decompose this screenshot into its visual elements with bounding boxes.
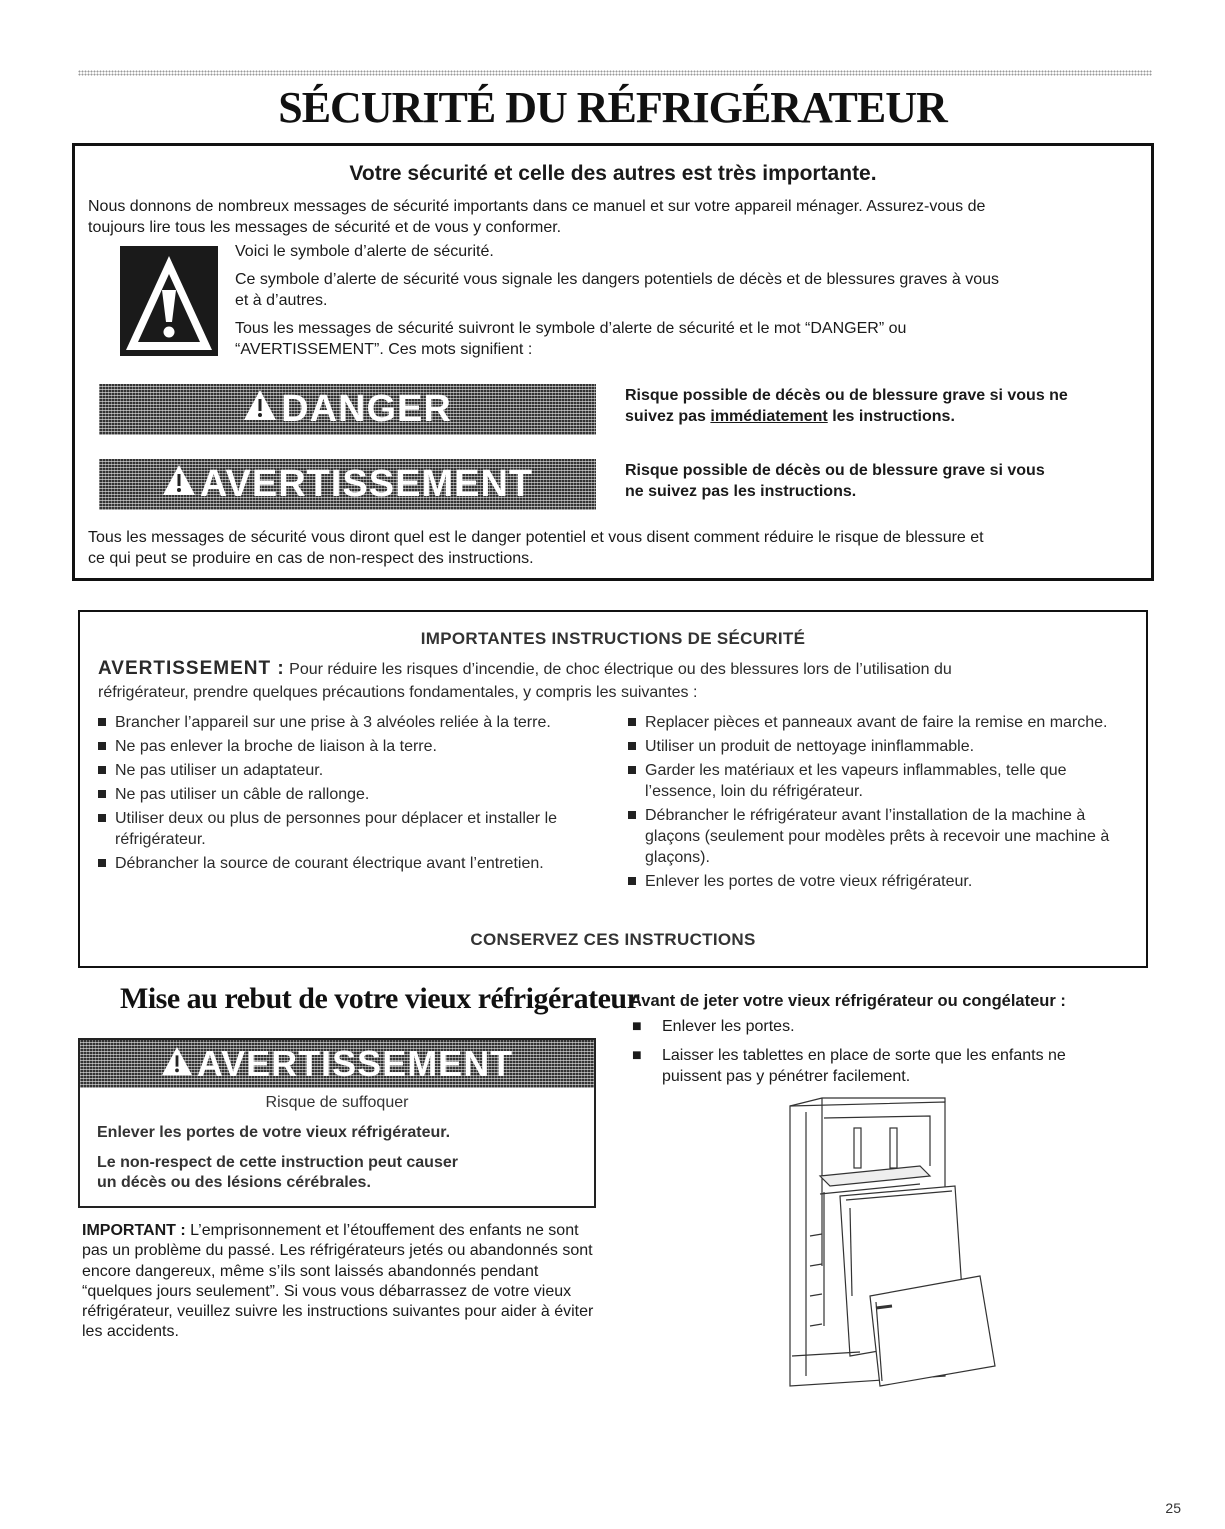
- list-item: Utiliser deux ou plus de personnes pour déplacer et installer le réfrigérateur.: [98, 808, 608, 850]
- before-disposal-list: [630, 1016, 1100, 1087]
- list-item: Débrancher la source de courant électrique avant l’entretien.: [98, 853, 608, 874]
- safety-footer-1: Tous les messages de sécurité vous diront quel est le danger potentiel et vous disent comment réduire le risque de blessure et: [88, 529, 984, 546]
- hazard-instruction: Enlever les portes de votre vieux réfrigérateur.: [97, 1124, 451, 1141]
- warning-desc-2: ne suivez pas les instructions.: [625, 483, 857, 500]
- bullet-icon: [98, 742, 106, 750]
- important-instructions-box: [78, 610, 1148, 968]
- top-dotted-rule: [78, 70, 1152, 76]
- list-item: ■ Enlever les portes.: [632, 1018, 795, 1035]
- symbol-desc-2: et à d’autres.: [235, 292, 328, 309]
- bullet-icon: [628, 811, 636, 819]
- left-instruction-list: [98, 712, 608, 877]
- danger-desc-2: suivez pas immédiatement les instructions.: [625, 408, 955, 425]
- alert-triangle-icon: [120, 246, 218, 356]
- conserve-instructions: CONSERVEZ CES INSTRUCTIONS: [470, 930, 756, 949]
- bullet-icon: ■: [632, 1047, 642, 1064]
- intro-line-1: Nous donnons de nombreux messages de sécurité importants dans ce manuel et sur votre appareil ménager. Assurez-vous de: [88, 198, 986, 215]
- refrigerator-doors-removed-illustration: [780, 1096, 1010, 1396]
- important-paragraph: IMPORTANT : L’emprisonnement et l’étouffement des enfants ne sont pas un problème du passé. Les réfrigérateurs jetés ou abandonnés sont encore dangereux, même s’ils sont laissés abandonnés pendant “quelques jours seulement”. Si vous vous débarrassez de votre vieux réfrigérateur, veuillez suivre les instructions suivantes pour aider à éviter les accidents.: [82, 1222, 594, 1341]
- list-item: Ne pas utiliser un câble de rallonge.: [98, 784, 608, 805]
- danger-signal-word: DANGER: [99, 384, 596, 435]
- alert-triangle-icon: [162, 463, 196, 506]
- warning-desc-1: Risque possible de décès ou de blessure grave si vous: [625, 462, 1045, 479]
- page-number: 25: [1165, 1500, 1181, 1516]
- bullet-icon: [98, 814, 106, 822]
- hazard-type: Risque de suffoquer: [265, 1094, 409, 1111]
- instructions-warning-line-2: réfrigérateur, prendre quelques précautions fondamentales, y compris les suivantes :: [98, 684, 698, 701]
- bullet-icon: ■: [632, 1018, 642, 1035]
- list-item: Garder les matériaux et les vapeurs inflammables, telle que l’essence, loin du réfrigérateur.: [628, 760, 1133, 802]
- messages-line-2: “AVERTISSEMENT”. Ces mots signifient :: [235, 341, 533, 358]
- disposal-warning-box: [78, 1038, 596, 1208]
- safety-alert-symbol: [120, 246, 218, 356]
- bullet-icon: [628, 718, 636, 726]
- warning-signal-word: AVERTISSEMENT: [99, 459, 596, 510]
- list-item: ■ Laisser les tablettes en place de sorte que les enfants ne puissent pas y pénétrer facilement.: [632, 1047, 1066, 1085]
- alert-triangle-icon: [161, 1043, 193, 1085]
- disposal-warning-signal: AVERTISSEMENT: [80, 1040, 594, 1088]
- disposal-heading: Mise au rebut de votre vieux réfrigérateur: [120, 982, 640, 1015]
- list-item: Débrancher le réfrigérateur avant l’installation de la machine à glaçons (seulement pour modèles prêts à recevoir une machine à glaçons).: [628, 805, 1133, 868]
- right-instruction-list: [628, 712, 1133, 895]
- page-title: SÉCURITÉ DU RÉFRIGÉRATEUR: [278, 83, 947, 132]
- list-item: Brancher l’appareil sur une prise à 3 alvéoles reliée à la terre.: [98, 712, 608, 733]
- list-item: Ne pas enlever la broche de liaison à la terre.: [98, 736, 608, 757]
- danger-desc-1: Risque possible de décès ou de blessure grave si vous ne: [625, 387, 1068, 404]
- safety-intro-box: [72, 143, 1154, 581]
- bullet-icon: [98, 718, 106, 726]
- alert-triangle-icon: [243, 388, 277, 431]
- bullet-icon: [98, 859, 106, 867]
- hazard-consequence-1: Le non-respect de cette instruction peut causer: [97, 1154, 458, 1171]
- safety-footer-2: ce qui peut se produire en cas de non-respect des instructions.: [88, 550, 534, 567]
- list-item: Replacer pièces et panneaux avant de faire la remise en marche.: [628, 712, 1133, 733]
- messages-line-1: Tous les messages de sécurité suivront le symbole d’alerte de sécurité et le mot “DANGER” ou: [235, 320, 907, 337]
- before-disposal-heading: Avant de jeter votre vieux réfrigérateur ou congélateur :: [630, 992, 1066, 1010]
- instructions-warning-line-1: AVERTISSEMENT : Pour réduire les risques d’incendie, de choc électrique ou des blessures lors de l’utilisation du: [98, 658, 952, 679]
- safety-heading: Votre sécurité et celle des autres est très importante.: [349, 162, 877, 185]
- list-item: Ne pas utiliser un adaptateur.: [98, 760, 608, 781]
- bullet-icon: [628, 766, 636, 774]
- symbol-desc-1: Ce symbole d’alerte de sécurité vous signale les dangers potentiels de décès et de blessures graves à vous: [235, 271, 999, 288]
- intro-line-2: toujours lire tous les messages de sécurité et de vous y conformer.: [88, 219, 562, 236]
- bullet-icon: [98, 790, 106, 798]
- list-item: Utiliser un produit de nettoyage ininflammable.: [628, 736, 1133, 757]
- bullet-icon: [628, 877, 636, 885]
- instructions-heading: IMPORTANTES INSTRUCTIONS DE SÉCURITÉ: [420, 629, 806, 648]
- symbol-line: Voici le symbole d’alerte de sécurité.: [235, 243, 494, 260]
- hazard-consequence-2: un décès ou des lésions cérébrales.: [97, 1174, 371, 1191]
- list-item: Enlever les portes de votre vieux réfrigérateur.: [628, 871, 1133, 892]
- bullet-icon: [628, 742, 636, 750]
- bullet-icon: [98, 766, 106, 774]
